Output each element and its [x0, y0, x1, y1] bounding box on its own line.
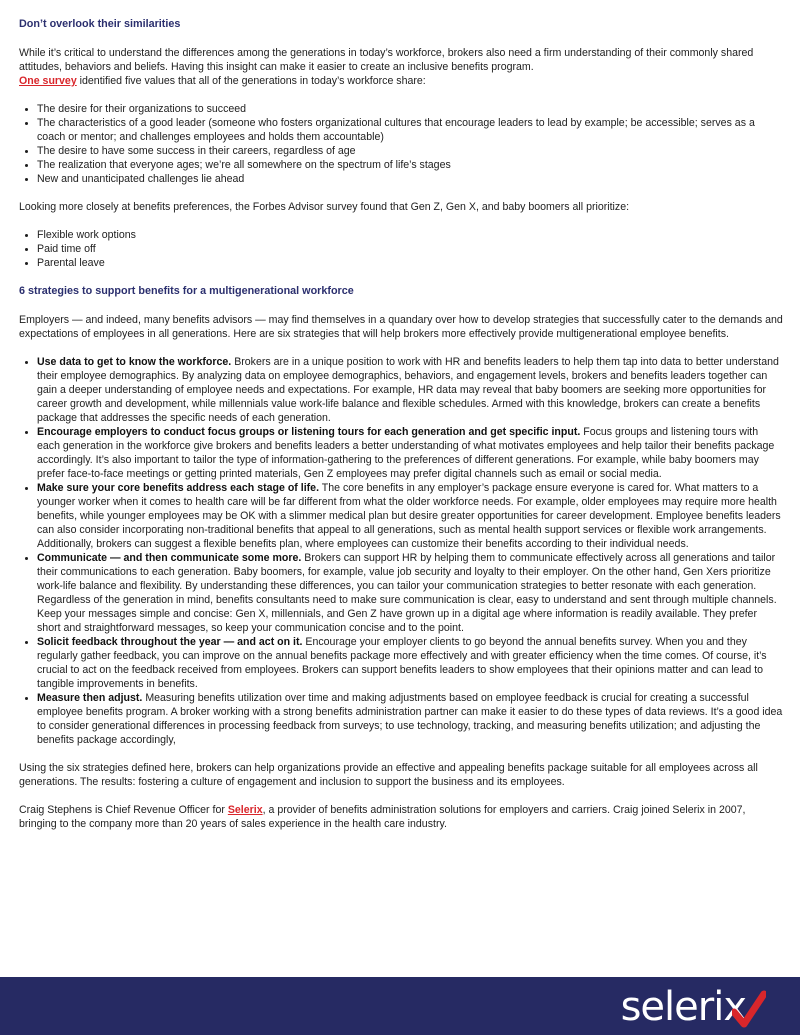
article-body [19, 17, 783, 845]
strategy-item [37, 691, 783, 747]
strategy-text: Focus groups and listening tours with each generation in the workforce give brokers and benefits leaders a better understanding of what motivates employees and help tailor their benefits package accordingly. It’s also important to tailor the type of information-gathering to the preferences of different generations. For example, while baby boomers may prefer face-to-face meetings or getting printed materials, Gen Z employees may prefer digital channels such as email or social media. [37, 426, 775, 480]
strategy-lead: Use data to get to know the workforce. [37, 356, 232, 368]
list-item: • New and unanticipated challenges lie ahead [37, 172, 783, 186]
strategy-item [37, 355, 783, 425]
selerix-link[interactable]: Selerix [227, 804, 263, 816]
author-bio-pre: Craig Stephens is Chief Revenue Officer for [19, 804, 228, 816]
priorities-list [19, 228, 783, 270]
forbes-paragraph: Looking more closely at benefits preferences, the Forbes Advisor survey found that Gen Z, Gen X, and baby boomers all prioritize: [19, 201, 630, 213]
strategy-item [37, 551, 783, 635]
strategy-lead: Make sure your core benefits address each stage of life. [37, 482, 320, 494]
strategy-text: Brokers can support HR by helping them to communicate effectively across all generations and tailor their communications to each generation. Baby boomers, for example, value job security and loyalty to their employer. On the other hand, Gen Xers prioritize work-life balance and flexibility. By understanding these differences, you can tailor your communication strategies to better resonate with each generation. Regardless of the generation in mind, benefits consultants need to make sure communication is clear, easy to understand and sent through multiple channels. Keep your messages simple and concise: Gen X, millennials, and Gen Z have grown up in a digital age where information is readily available. They prefer short and straightforward messages, so keep your communication concise and to the point. [37, 552, 777, 634]
strategy-text: Measuring benefits utilization over time and making adjustments based on employee feedback is crucial for creating a successful employee benefits program. A broker working with a strong benefits administration partner can make it easier to do these types of data reviews. It’s a good idea to consider generational differences in processing feedback from surveys; to use technology, tracking, and measuring benefits utilization; and adjusting the benefits package accordingly, [37, 692, 783, 746]
list-item: • The characteristics of a good leader (someone who fosters organizational cultures that encourage leaders to lead by example; be accessible; serves as a coach or mentor; and challenges employees and holds them accountable) [37, 116, 783, 144]
strategies-list [19, 355, 783, 747]
conclusion-paragraph: Using the six strategies defined here, brokers can help organizations provide an effective and appealing benefits package suitable for all employees across all generations. The results: fostering a culture of engagement and inclusion to support the business and its employees. [19, 762, 758, 788]
list-item: • The desire for their organizations to succeed [37, 102, 783, 116]
list-item: • Parental leave [37, 256, 783, 270]
logo-wordmark: selerix [620, 984, 746, 1030]
list-item: • Paid time off [37, 242, 783, 256]
strategies-intro: Employers — and indeed, many benefits advisors — may find themselves in a quandary over how to develop strategies that successfully cater to the demands and expectations of employees in all generations. Here are six strategies that will help brokers more effectively provide multigenerational employee benefits. [19, 314, 783, 340]
footer-bar [0, 977, 800, 1035]
selerix-logo [621, 983, 766, 1031]
list-item: • Flexible work options [37, 228, 783, 242]
similarities-intro: While it’s critical to understand the differences among the generations in today’s workforce, brokers also need a firm understanding of their commonly shared attitudes, behaviors and beliefs. Having this insight can make it easier to create an inclusive benefits program. [19, 47, 754, 73]
survey-sentence-rest: identified five values that all of the generations in today’s workforce share: [76, 75, 426, 87]
strategy-lead: Communicate — and then communicate some more. [37, 552, 302, 564]
strategy-text: The core benefits in any employer’s package ensure everyone is cared for. What matters to a younger worker when it comes to health care will be far different from what the older workforce needs. For example, older employees may require more health benefits, while younger employees may be OK with a slimmer medical plan but desire greater opportunities for career development. Employee benefits leaders can also consider incorporating non-traditional benefits that appeal to all generations, such as mental health support services or flexible work arrangements. Additionally, brokers can suggest a flexible benefits plan, where employees can customize their benefits according to their individual needs. [37, 482, 781, 550]
survey-sentence [19, 74, 783, 88]
strategy-lead: Solicit feedback throughout the year — and act on it. [37, 636, 303, 648]
author-bio [19, 803, 783, 831]
shared-values-list [19, 102, 783, 186]
one-survey-link[interactable]: One survey [19, 75, 77, 87]
strategy-item [37, 635, 783, 691]
strategy-lead: Measure then adjust. [37, 692, 143, 704]
strategy-item [37, 481, 783, 551]
strategy-item [37, 425, 783, 481]
section-heading-similarities: Don’t overlook their similarities [19, 18, 181, 30]
list-item: • The realization that everyone ages; we’re all somewhere on the spectrum of life’s stages [37, 158, 783, 172]
strategy-text: Brokers are in a unique position to work with HR and benefits leaders to help them tap into data to better understand their employee demographics. By analyzing data on employee demographics, behaviors, and engagement levels, brokers and benefits leaders together can gain a deeper understanding of employee needs and expectations. For example, HR data may reveal that baby boomers are seeking more opportunities for career growth and development, while millennials value work-life balance and flexible schedules. Armed with this knowledge, brokers can create a benefits package that addresses the specific needs of each generation. [37, 356, 779, 424]
section-heading-strategies: 6 strategies to support benefits for a multigenerational workforce [19, 285, 354, 297]
strategy-lead: Encourage employers to conduct focus groups or listening tours for each generation and get specific input. [37, 426, 581, 438]
checkmark-icon [732, 990, 766, 1030]
strategy-text: Encourage your employer clients to go beyond the annual benefits survey. When you and they regularly gather feedback, you can improve on the annual benefits package more effectively and with greater efficiency when the time comes. Of course, it’s crucial to act on the feedback received from employees. Brokers can support benefits leaders to show employees that their opinions matter and can lead to tangible improvements in benefits. [37, 636, 767, 690]
list-item: • The desire to have some success in their careers, regardless of age [37, 144, 783, 158]
author-bio-post: , a provider of benefits administration solutions for employers and carriers. Craig joined Selerix in 2007, bringing to the company more than 20 years of sales experience in the health care industry. [19, 804, 746, 830]
